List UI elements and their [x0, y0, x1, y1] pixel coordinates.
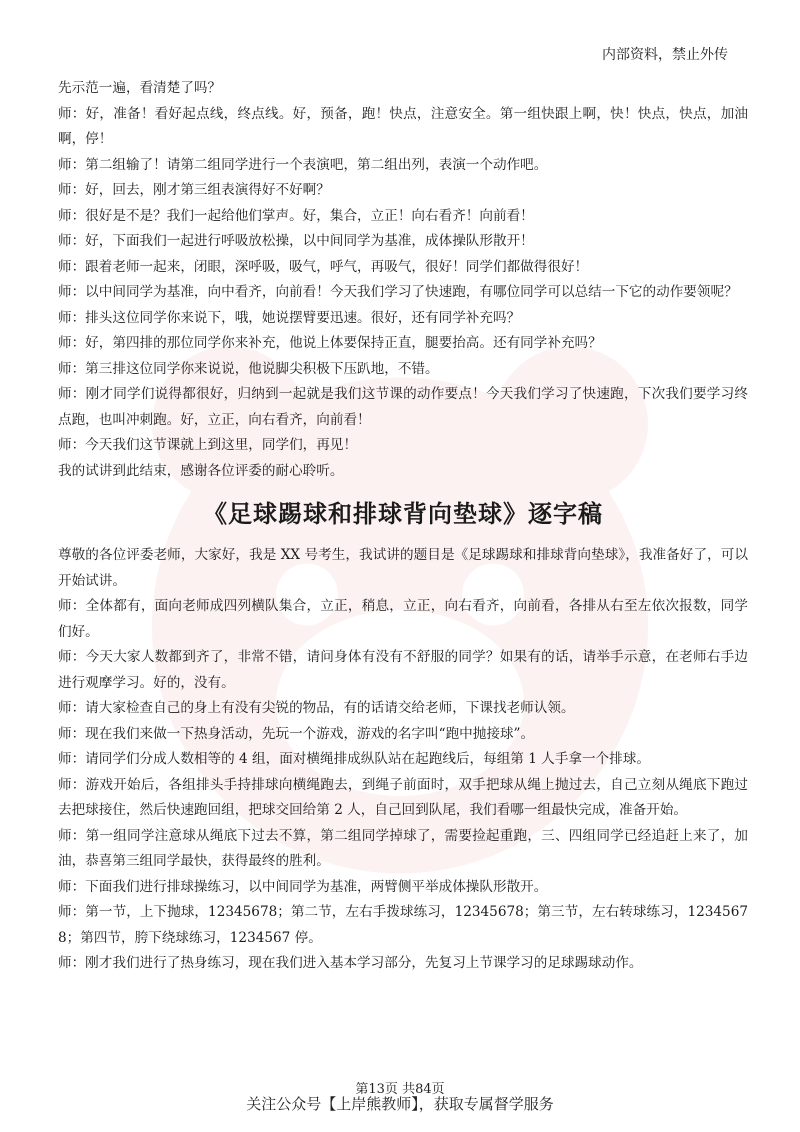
paragraph: 师：刚才我们进行了热身练习，现在我们进入基本学习部分，先复习上节课学习的足球踢球动作。 — [58, 955, 643, 971]
paragraph: 师：现在我们来做一下热身活动，先玩一个游戏，游戏的名字叫“跑中抛接球”。 — [58, 725, 535, 742]
paragraph: 师：下面我们进行排球操练习，以中间同学为基准，两臂侧平举成体操队形散开。 — [58, 878, 548, 895]
footer-promo-note: 关注公众号【上岸熊教师】，获取专属督学服务 — [246, 1095, 554, 1113]
section-1 — [58, 76, 748, 484]
document-body — [58, 76, 748, 977]
header-confidential-note: 内部资料，禁止外传 — [602, 47, 728, 63]
paragraph: 师：第三排这位同学你来说说，他说脚尖积极下压趴地，不错。 — [58, 360, 439, 377]
paragraph: 师：第一节，上下抛球，12345678；第二节，左右手拨球练习，12345678；第三节，左右转球练习，12345678；第四节，胯下绕球练习，1234567 停。 — [58, 904, 748, 946]
paragraph: 我的试讲到此结束，感谢各位评委的耐心聆听。 — [58, 462, 344, 479]
paragraph: 师：请大家检查自己的身上有没有尖锐的物品，有的话请交给老师，下课找老师认领。 — [58, 700, 575, 716]
paragraph: 师：好，准备！看好起点线，终点线。好，预备，跑！快点，注意安全。第一组快跟上啊，快！快点，快点，加油啊，停！ — [58, 105, 748, 147]
section-title: 《足球踢球和排球背向垫球》逐字稿 — [203, 500, 603, 528]
paragraph: 师：第二组输了！请第二组同学进行一个表演吧，第二组出列，表演一个动作吧。 — [58, 156, 548, 173]
paragraph: 师：好，下面我们一起进行呼吸放松操，以中间同学为基准，成体操队形散开！ — [58, 233, 534, 249]
paragraph: 师：以中间同学为基准，向中看齐，向前看！今天我们学习了快速跑，有哪位同学可以总结一下它的动作要领呢？ — [58, 284, 738, 300]
paragraph: 师：游戏开始后，各组排头手持排球向横绳跑去，到绳子前面时，双手把球从绳上抛过去，自己立刻从绳底下跑过去把球接住，然后快速跑回组，把球交回给第 2 人，自己回到队尾，我们看哪一组最快完成，准备开始。 — [58, 776, 748, 818]
paragraph: 师：刚才同学们说得都很好，归纳到一起就是我们这节课的动作要点！今天我们学习了快速跑，下次我们要学习终点跑，也叫冲刺跑。好，立正，向右看齐，向前看！ — [58, 386, 748, 428]
paragraph: 师：很好是不是？我们一起给他们掌声。好，集合，立正！向右看齐！向前看！ — [58, 207, 534, 224]
paragraph: 师：第一组同学注意球从绳底下过去不算，第二组同学掉球了，需要捡起重跑，三、四组同学已经追赶上来了，加油，恭喜第三组同学最快，获得最终的胜利。 — [58, 827, 748, 869]
paragraph: 师：排头这位同学你来说下，哦，她说摆臂要迅速。很好，还有同学补充吗？ — [58, 309, 521, 326]
page-number: 第13页 共84页 — [355, 1082, 445, 1097]
paragraph: 师：好，回去，刚才第三组表演得好不好啊？ — [58, 182, 330, 198]
paragraph: 尊敬的各位评委老师，大家好，我是 XX 号考生，我试讲的题目是《足球踢球和排球背向垫球》，我准备好了，可以开始试讲。 — [58, 547, 748, 589]
paragraph: 师：跟着老师一起来，闭眼，深呼吸，吸气，呼气，再吸气，很好！同学们都做得很好！ — [58, 258, 589, 275]
paragraph: 师：好，第四排的那位同学你来补充，他说上体要保持正直，腿要抬高。还有同学补充吗？ — [58, 335, 602, 351]
paragraph: 师：今天大家人数都到齐了，非常不错，请问身体有没有不舒服的同学？如果有的话，请举手示意，在老师右手边进行观摩学习。好的，没有。 — [58, 649, 748, 691]
paragraph: 师：今天我们这节课就上到这里，同学们，再见！ — [58, 437, 358, 453]
paragraph: 师：全体都有，面向老师成四列横队集合，立正，稍息，立正，向右看齐，向前看，各排从右至左依次报数，同学们好。 — [58, 598, 748, 640]
paragraph: 师：请同学们分成人数相等的 4 组，面对横绳排成纵队站在起跑线后，每组第 1 人手拿一个排球。 — [58, 751, 650, 767]
paragraph: 先示范一遍，看清楚了吗？ — [58, 80, 222, 96]
section-2 — [58, 543, 748, 977]
